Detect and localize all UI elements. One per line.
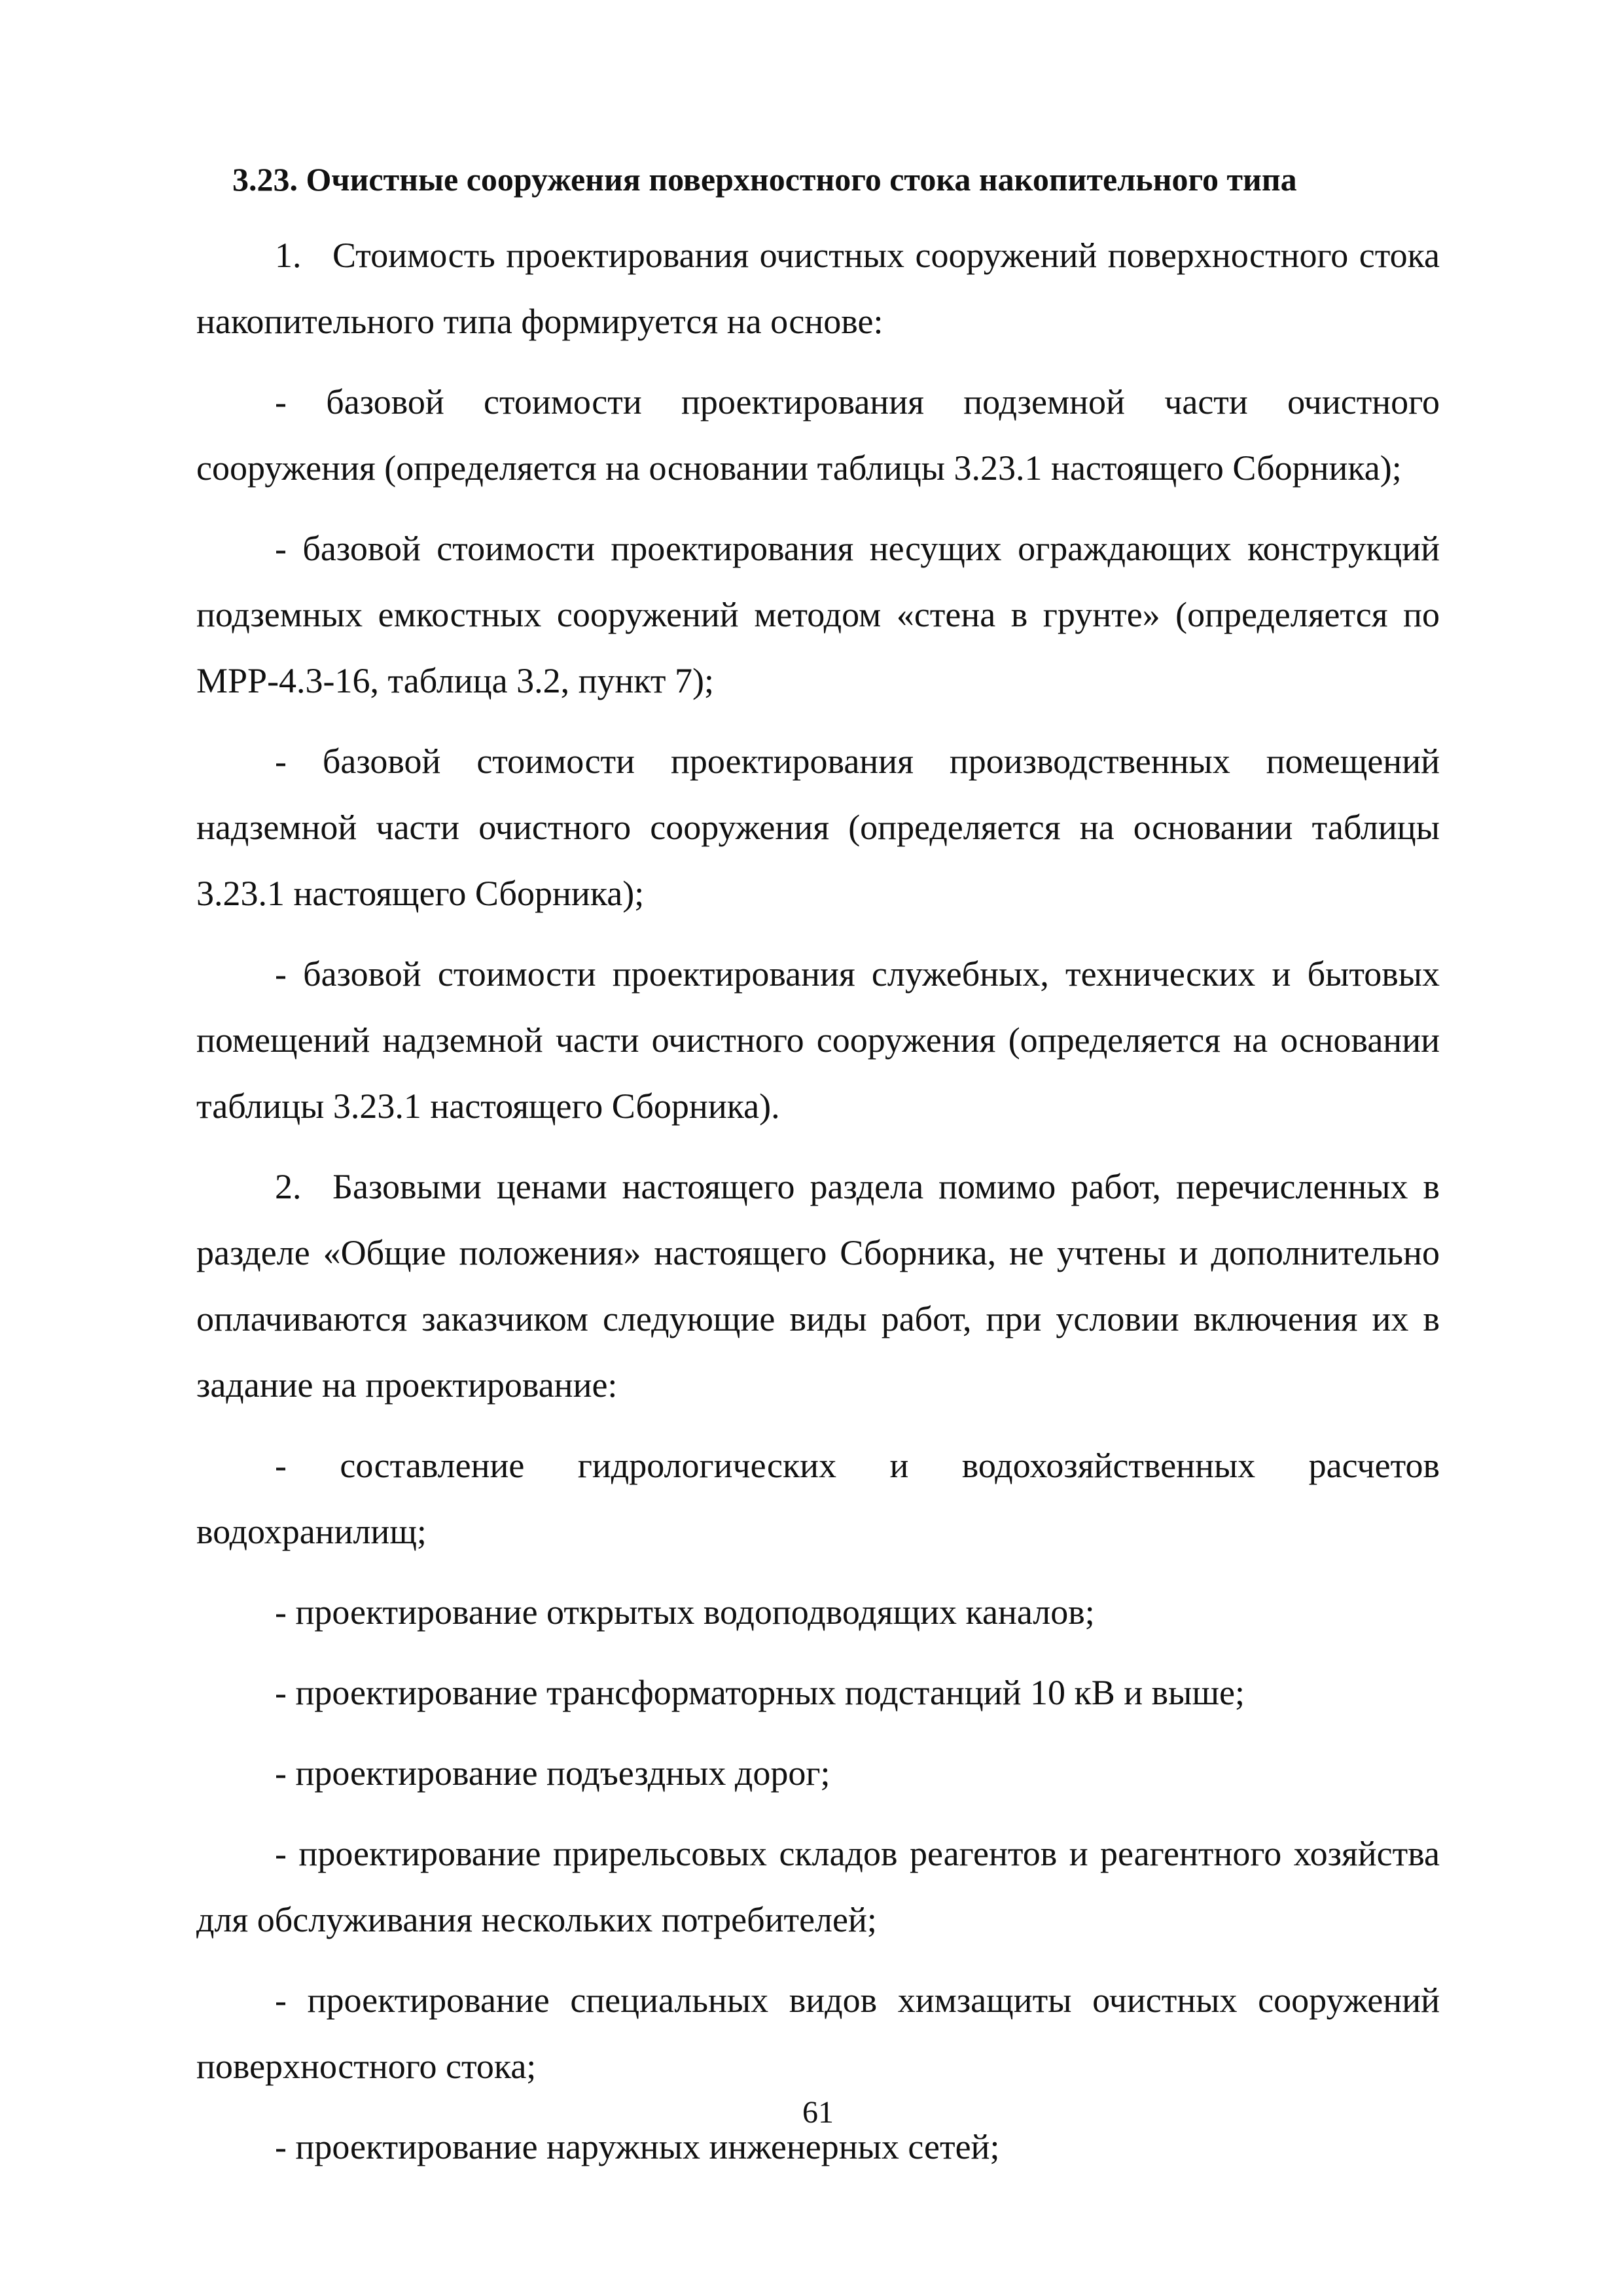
section-heading: 3.23. Очистные сооружения поверхностного стока накопительного типа	[232, 161, 1297, 198]
clause-2-item: - проектирование наружных инженерных сетей;	[275, 2127, 1000, 2166]
clause-1-item: - базовой стоимости проектирования несущих ограждающих конструкций подземных емкостных сооружений методом «стена в грунте» (определяется по МРР-4.3-16, таблица 3.2, пункт 7);	[196, 529, 1440, 700]
clause-2-item: - проектирование подъездных дорог;	[275, 1753, 830, 1793]
clause-2-text: Базовыми ценами настоящего раздела помимо работ, перечисленных в разделе «Общие положения» настоящего Сборника, не учтены и дополнительно оплачиваются заказчиком следующие виды работ, при условии включения их в задание на проектирование:	[196, 1167, 1440, 1405]
document-page	[196, 0, 1440, 2296]
clause-1-number: 1.	[275, 236, 302, 275]
clause-2-number: 2.	[275, 1167, 302, 1206]
clause-2-item: - проектирование прирельсовых складов реагентов и реагентного хозяйства для обслуживания нескольких потребителей;	[196, 1834, 1440, 1939]
clause-1-item: - базовой стоимости проектирования подземной части очистного сооружения (определяется на основании таблицы 3.23.1 настоящего Сборника);	[196, 382, 1440, 488]
clause-2-item: - составление гидрологических и водохозяйственных расчетов водохранилищ;	[196, 1446, 1440, 1551]
clause-1	[196, 223, 1440, 355]
clause-2-item: - проектирование специальных видов химзащиты очистных сооружений поверхностного стока;	[196, 1981, 1440, 2086]
page-number: 61	[802, 2095, 834, 2130]
document-body	[196, 223, 1440, 2195]
clause-1-item: - базовой стоимости проектирования служебных, технических и бытовых помещений надземной части очистного сооружения (определяется на основании таблицы 3.23.1 настоящего Сборника).	[196, 954, 1440, 1126]
clause-2	[196, 1154, 1440, 1418]
clause-2-item: - проектирование открытых водоподводящих каналов;	[275, 1592, 1095, 1632]
clause-1-item: - базовой стоимости проектирования производственных помещений надземной части очистного сооружения (определяется на основании таблицы 3.23.1 настоящего Сборника);	[196, 742, 1440, 913]
clause-1-text: Стоимость проектирования очистных сооружений поверхностного стока накопительного типа формируется на основе:	[196, 236, 1440, 341]
clause-2-item: - проектирование трансформаторных подстанций 10 кВ и выше;	[275, 1673, 1245, 1712]
